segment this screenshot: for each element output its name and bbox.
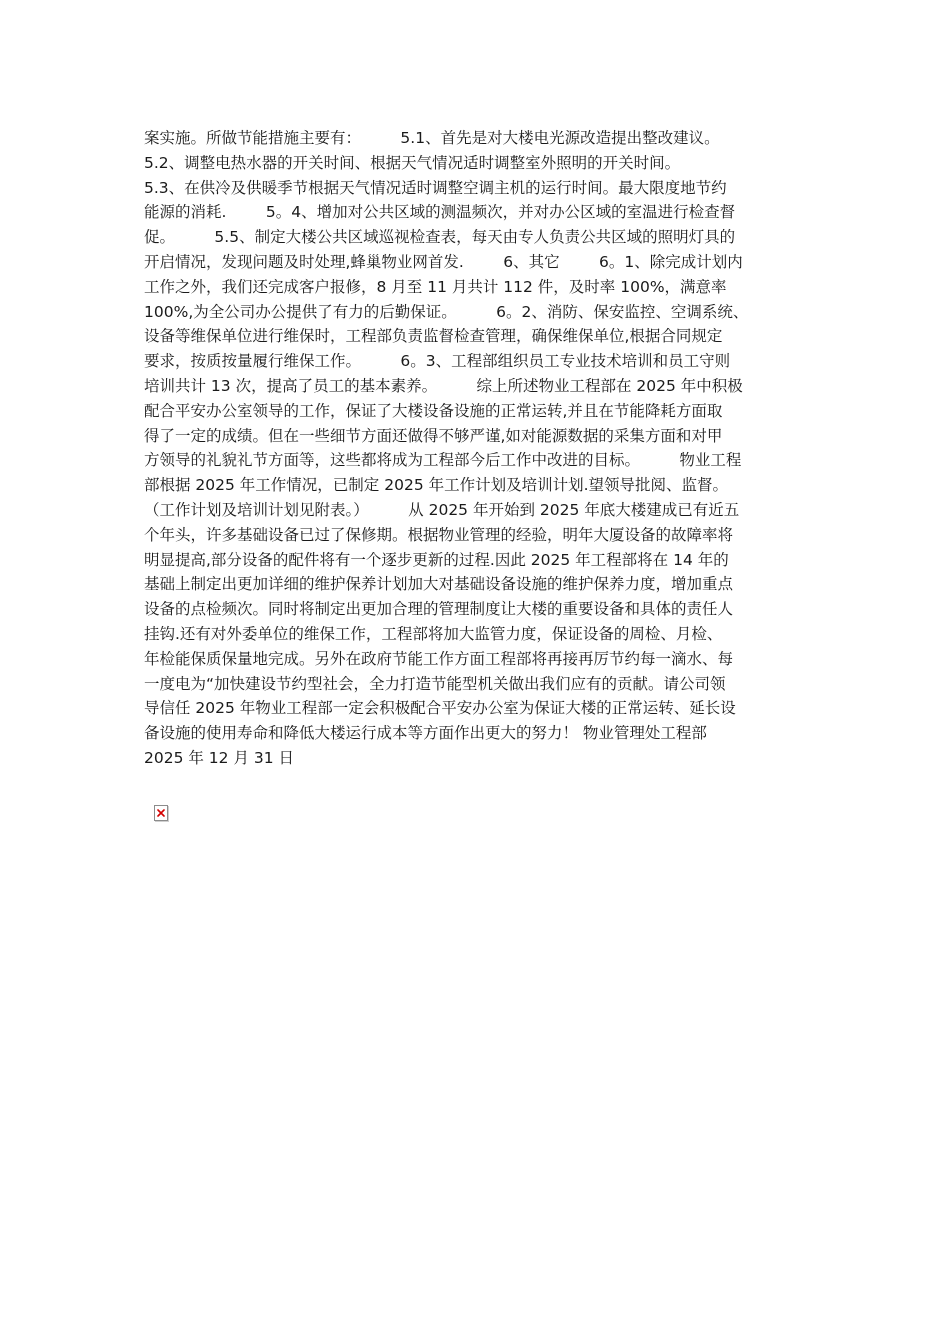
text-line: 年检能保质保量地完成。另外在政府节能工作方面工程部将再接再厉节约每一滴水、每 [144,649,734,668]
text-line: 要求，按质按量履行维保工作。 6。3、工程部组织员工专业技术培训和员工守则 [144,352,731,371]
text-line: （工作计划及培训计划见附表。） 从 2025 年开始到 2025 年底大楼建成已有近五 [144,500,740,519]
text-line: 5.2、调整电热水器的开关时间、根据天气情况适时调整室外照明的开关时间。 [144,153,681,172]
text-line: 促。 5.5、制定大楼公共区域巡视检查表，每天由专人负责公共区域的照明灯具的 [144,228,736,247]
text-line: 部根据 2025 年工作情况，已制定 2025 年工作计划及培训计划.望领导批阅、监督。 [144,476,729,495]
text-line: 得了一定的成绩。但在一些细节方面还做得不够严谨,如对能源数据的采集方面和对甲 [144,426,723,445]
text-line: 设备等维保单位进行维保时，工程部负责监督检查管理，确保维保单位,根据合同规定 [144,327,723,346]
text-line: 培训共计 13 次，提高了员工的基本素养。 综上所述物业工程部在 2025 年中积极 [144,376,743,395]
text-line: 导信任 2025 年物业工程部一定会积极配合平安办公室为保证大楼的正常运转、延长设 [144,699,736,718]
text-line: 个年头，许多基础设备已过了保修期。根据物业管理的经验，明年大厦设备的故障率将 [144,525,734,544]
text-line: 方领导的礼貌礼节方面等，这些都将成为工程部今后工作中改进的目标。 物业工程 [144,451,742,470]
text-line: 设备的点检频次。同时将制定出更加合理的管理制度让大楼的重要设备和具体的责任人 [144,600,734,619]
text-line: 备设施的使用寿命和降低大楼运行成本等方面作出更大的努力！ 物业管理处工程部 [144,724,707,743]
text-line: 基础上制定出更加详细的维护保养计划加大对基础设备设施的维护保养力度，增加重点 [144,575,734,594]
document-body [144,126,808,771]
date-line: 2025 年 12 月 31 日 [144,748,295,767]
text-line: 开启情况，发现问题及时处理,蜂巢物业网首发. 6、其它 6。1、除完成计划内 [144,252,743,271]
text-line: 工作之外，我们还完成客户报修，8 月至 11 月共计 112 件，及时率 100%，满意率 [144,277,727,296]
text-line: 案实施。所做节能措施主要有： 5.1、首先是对大楼电光源改造提出整改建议。 [144,129,720,147]
text-line: 5.3、在供冷及供暖季节根据天气情况适时调整空调主机的运行时间。最大限度地节约 [144,178,727,197]
text-line: 100%,为全公司办公提供了有力的后勤保证。 6。2、消防、保安监控、空调系统、 [144,302,749,321]
text-line: 挂钩.还有对外委单位的维保工作，工程部将加大监管力度，保证设备的周检、月检、 [144,624,723,643]
text-line: 一度电为“加快建设节约型社会，全力打造节能型机关做出我们应有的贡献。请公司领 [144,674,726,693]
broken-image-icon [154,805,168,821]
text-line: 明显提高,部分设备的配件将有一个逐步更新的过程.因此 2025 年工程部将在 14 年的 [144,550,729,569]
text-line: 能源的消耗. 5。4、增加对公共区域的测温频次，并对办公区域的室温进行检查督 [144,203,736,222]
text-line: 配合平安办公室领导的工作，保证了大楼设备设施的正常运转,并且在节能降耗方面取 [144,401,723,420]
close-x-icon [157,809,165,817]
